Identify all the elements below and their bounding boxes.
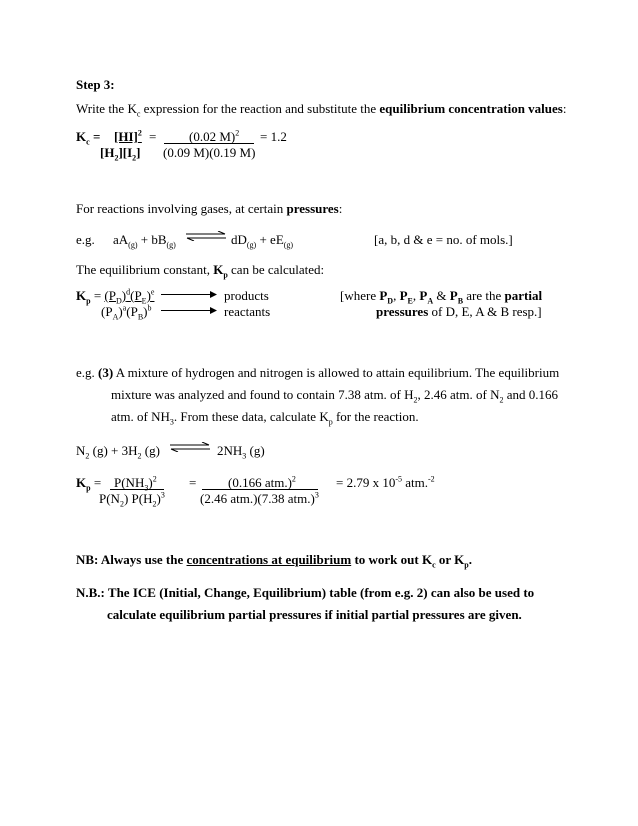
example3-line1: e.g. (3) A mixture of hydrogen and nitrogen is allowed to attain equilibrium. The equilibrium: [76, 365, 560, 380]
kc-value-numerator: (0.02 M)$^2$: [189, 128, 240, 144]
kp-value-denominator: (2.46 atm.)(7.38 atm.)$^3$: [200, 490, 319, 506]
nb-ice-line1: N.B.: The ICE (Initial, Change, Equilibrium) table (from e.g. 2) can also be used to: [76, 585, 535, 600]
gases-line: For reactions involving gases, at certain pressures:: [76, 201, 343, 216]
kc-fraction-bar: [164, 143, 254, 144]
reactants-label: reactants: [224, 304, 271, 319]
eg-label: e.g.: [76, 232, 95, 247]
reactants-arrow: [161, 306, 217, 315]
equilibrium-arrow-nh3: [170, 442, 210, 452]
step-title: Step 3:: [76, 77, 115, 92]
kc-equals: =: [149, 129, 157, 144]
nh3-product: $2NH_3$ (g): [217, 443, 265, 461]
partial-pressure-note-1: [where $P_D$, $P_E$, $P_A$ & $P_B$ are the partial: [340, 288, 543, 306]
products-label: products: [224, 288, 269, 303]
kc-value-denominator: (0.09 M)(0.19 M): [163, 145, 256, 160]
nb-note: NB: Always use the concentrations at equilibrium to work out $K_c$ or $K_p$.: [76, 552, 472, 570]
kp-calc-fraction-bar: [110, 489, 164, 490]
example3-line2: mixture was analyzed and found to contain 7.38 atm. of $H_2$, 2.46 atm. of $N_2$ and 0.166: [111, 387, 559, 405]
example3-line3: atm. of $NH_3$. From these data, calculate $K_p$ for the reaction.: [111, 409, 419, 427]
nh3-reactants: $N_2$ $(g) + 3H_2$ (g): [76, 443, 160, 461]
mols-note: [a, b, d & e = no. of mols.]: [374, 232, 513, 247]
kp-calc-denominator: $P(N_2)$ $P(H_2)^3$: [99, 490, 165, 509]
intro-line: Write the $K_c$ expression for the reaction and substitute the equilibrium concentration values:: [76, 101, 567, 119]
kp-general-numerator: $K_p = (P_D)^d(P_E)^e$: [76, 287, 155, 306]
kp-result: = 2.79 x $10^{-5}$ atm.$^{-2}$: [336, 474, 435, 490]
products-arrow: [161, 290, 217, 299]
kp-value-fraction-bar: [202, 489, 318, 490]
kp-value-numerator: (0.166 atm.)$^2$: [228, 474, 296, 490]
general-products: $dD_{(g)} + eE_{(g)}$: [231, 232, 294, 250]
kc-result: = 1.2: [260, 129, 287, 144]
kc-denominator: $[H_2][I_2]$: [100, 145, 141, 163]
kp-calc-numerator: $P(NH_3)^2$: [114, 474, 157, 493]
kp-general-denominator: $(P_A)^a(P_B)^b$: [101, 303, 152, 322]
general-reactants: $aA_{(g)} + bB_{(g)}$: [113, 232, 176, 250]
partial-pressure-note-2: pressures of D, E, A & B resp.]: [376, 304, 542, 319]
kp-calc-lhs: $K_p$ =: [76, 475, 102, 493]
kp-calc-equals: =: [189, 475, 197, 490]
kc-lhs: $K_c$ =: [76, 129, 101, 147]
kc-numerator: [HI]$^2$: [114, 128, 142, 144]
kp-intro: The equilibrium constant, $K_p$ can be calculated:: [76, 262, 325, 280]
nb-ice-line2: calculate equilibrium partial pressures if initial partial pressures are given.: [107, 607, 522, 622]
equilibrium-arrow: [186, 231, 226, 241]
